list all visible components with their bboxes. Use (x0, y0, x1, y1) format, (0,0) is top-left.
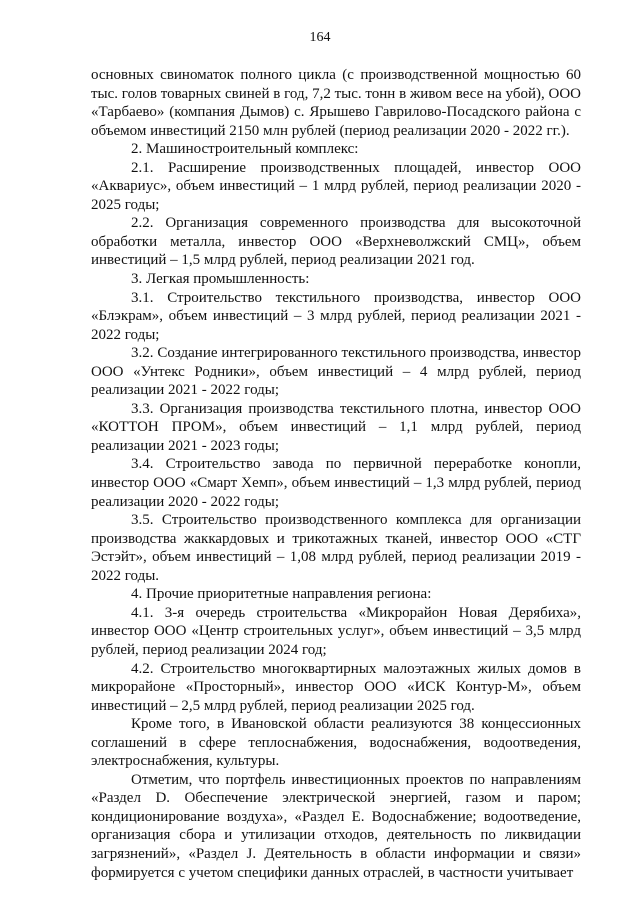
paragraph: 4.2. Строительство многоквартирных малоэтажных жилых домов в микрорайоне «Просторный», инвестор ООО «ИСК Контур-М», объем инвестиций – 2,5 млрд рублей, период реализации 2025 год. (91, 660, 581, 714)
page-number: 164 (309, 30, 331, 45)
paragraph: 3.2. Создание интегрированного текстильного производства, инвестор ООО «Унтекс Родники», объем инвестиций – 4 млрд рублей, период реализации 2021 - 2022 годы; (91, 345, 581, 399)
paragraph: Кроме того, в Ивановской области реализуются 38 концессионных соглашений в сфере теплоснабжения, водоснабжения, водоотведения, электроснабжения, культуры. (91, 716, 581, 770)
paragraph: 2. Машиностроительный комплекс: (131, 141, 359, 158)
paragraph: основных свиноматок полного цикла (с производственной мощностью 60 тыс. голов товарных свиней в год, 7,2 тыс. тонн в живом весе на убой), ООО «Тарбаево» (компания Дымов) с. Ярышево Гаврилово-Посадского района с объемом инвестиций 2150 млн рублей (период реализации 2020 - 2022 гг.). (91, 67, 581, 139)
paragraph: 2.1. Расширение производственных площадей, инвестор ООО «Аквариус», объем инвестиций – 1 млрд рублей, период реализации 2020 - 2025 годы; (91, 159, 581, 213)
body-text (91, 66, 581, 882)
paragraph: 3.5. Строительство производственного комплекса для организации производства жаккардовых и трикотажных тканей, инвестор ООО «СТГ Эстэйт», объем инвестиций – 1,08 млрд рублей, период реализации 2019 - 2022 годы. (91, 512, 581, 584)
paragraph: 4. Прочие приоритетные направления региона: (131, 586, 432, 603)
paragraph: 3.3. Организация производства текстильного плотна, инвестор ООО «КОТТОН ПРОМ», объем инвестиций – 1,1 млрд рублей, период реализации 2021 - 2023 годы; (91, 400, 581, 454)
paragraph: 4.1. 3-я очередь строительства «Микрорайон Новая Дерябиха», инвестор ООО «Центр строительных услуг», объем инвестиций – 3,5 млрд рублей, период реализации 2024 год; (91, 604, 581, 658)
paragraph: 3.4. Строительство завода по первичной переработке конопли, инвестор ООО «Смарт Хемп», объем инвестиций – 1,3 млрд рублей, период реализации 2020 - 2022 годы; (91, 456, 581, 510)
paragraph: 3.1. Строительство текстильного производства, инвестор ООО «Блэкрам», объем инвестиций – 3 млрд рублей, период реализации 2021 - 2022 годы; (91, 289, 581, 343)
paragraph: 2.2. Организация современного производства для высокоточной обработки металла, инвестор ООО «Верхневолжский СМЦ», объем инвестиций – 1,5 млрд рублей, период реализации 2021 год. (91, 215, 581, 269)
paragraph: 3. Легкая промышленность: (131, 271, 310, 288)
paragraph: Отметим, что портфель инвестиционных проектов по направлениям «Раздел D. Обеспечение электрической энергией, газом и паром; кондиционирование воздуха», «Раздел Е. Водоснабжение; водоотведение, организация сбора и утилизации отходов, деятельность по ликвидации загрязнений», «Раздел J. Деятельность в области информации и связи» формируется с учетом специфики данных отраслей, в частности учитывает (91, 771, 581, 881)
